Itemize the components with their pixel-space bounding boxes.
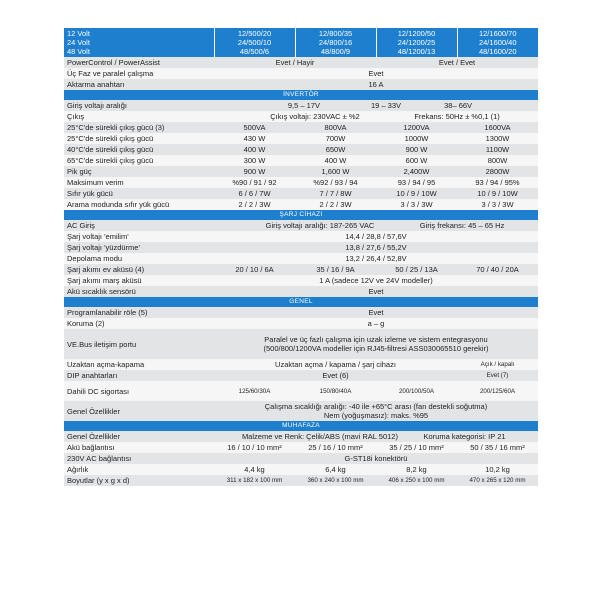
section-title: GENEL <box>64 297 538 307</box>
row-cont-40w <box>64 144 538 155</box>
row-label: 230V AC bağlantısı <box>64 453 214 464</box>
value-cell: 70 / 40 / 20A <box>457 264 538 275</box>
value-cell: 13,2 / 26,4 / 52,8V <box>214 253 538 264</box>
row-label: Programlanabilir röle (5) <box>64 307 214 318</box>
enclosure-protection: Koruma kategorisi: IP 21 <box>423 431 506 441</box>
model-500-12: 12/500/20 <box>237 29 272 38</box>
value-cell: 1200VA <box>376 122 457 133</box>
value-cell: %92 / 93 / 94 <box>295 177 376 188</box>
value-cell: 300 W <box>214 155 295 166</box>
row-vebus <box>64 329 538 359</box>
value-cell: 430 W <box>214 133 295 144</box>
value-cell: 400 W <box>295 155 376 166</box>
row-weight <box>64 464 538 475</box>
row-enclosure-features <box>64 431 538 442</box>
row-absorption <box>64 231 538 242</box>
value-cell: 1000W <box>376 133 457 144</box>
value-cell: 20 / 10 / 6A <box>214 264 295 275</box>
model-800 <box>295 28 376 57</box>
output-voltage: Çıkış voltajı: 230VAC ± %2 <box>270 111 360 121</box>
output-frequency: Frekans: 50Hz ± %0,1 (1) <box>414 111 500 121</box>
row-label: Üç Faz ve paralel çalışma <box>64 68 214 79</box>
value-cell: 50 / 35 / 16 mm² <box>457 442 538 453</box>
enclosure-material: Malzeme ve Renk: Çelik/ABS (mavi RAL 5012) <box>241 431 398 441</box>
row-protection <box>64 318 538 329</box>
model-1600-24: 24/1600/40 <box>478 38 517 47</box>
model-1200-12: 12/1200/50 <box>397 29 436 38</box>
value-cell: 125/60/30A <box>214 381 295 401</box>
model-500-48: 48/500/6 <box>239 47 270 56</box>
value-cell: 6,4 kg <box>295 464 376 475</box>
value-cell: 150/80/40A <box>295 381 376 401</box>
value-cell: 2 / 2 / 3W <box>295 199 376 210</box>
row-starter-battery <box>64 275 538 286</box>
value-cell: 800W <box>457 155 538 166</box>
voltage-48: 48 Volt <box>67 47 90 56</box>
row-label: 25°C'de sürekli çıkış gücü (3) <box>64 122 214 133</box>
row-cont-25w <box>64 133 538 144</box>
value-cell: 93 / 94 / 95 <box>376 177 457 188</box>
features-line-2: Nem (yoğuşmasız): maks. %95 <box>323 411 429 420</box>
row-label: AC Giriş <box>64 220 214 231</box>
row-label: Çıkış <box>64 111 214 122</box>
range-12v: 9,5 – 17V <box>287 100 320 110</box>
row-label: Şarj akımı ev aküsü (4) <box>64 264 214 275</box>
value-cell: 16 A <box>214 79 538 90</box>
value-cell: 10 / 9 / 10W <box>457 188 538 199</box>
value-cell: 1100W <box>457 144 538 155</box>
row-label: Sıfır yük gücü <box>64 188 214 199</box>
value-cell: Evet <box>214 68 538 79</box>
row-label: 65°C'de sürekli çıkış gücü <box>64 155 214 166</box>
value-cell: Uzaktan açma / kapama / şarj cihazı <box>214 359 457 370</box>
row-label: Şarj akımı marş aküsü <box>64 275 214 286</box>
row-label: Genel Özellikler <box>64 431 214 442</box>
row-label: Dahili DC sigortası <box>64 381 214 401</box>
ac-input-frequency: Giriş frekansı: 45 – 65 Hz <box>419 220 505 230</box>
row-dimensions <box>64 475 538 486</box>
value-cell: 360 x 240 x 100 mm <box>295 475 376 486</box>
value-cell: 470 x 265 x 120 mm <box>457 475 538 486</box>
vebus-line-1: Paralel ve üç fazlı çalışma için uzak izleme ve sistem entegrasyonu <box>264 335 488 344</box>
row-label: Pik güç <box>64 166 214 177</box>
value-cell: %90 / 91 / 92 <box>214 177 295 188</box>
model-800-12: 12/800/35 <box>318 29 353 38</box>
section-inverter <box>64 90 538 100</box>
row-input-range <box>64 100 538 111</box>
value-cell: 400 W <box>214 144 295 155</box>
model-1600 <box>457 28 538 57</box>
value-cell: 50 / 25 / 13A <box>376 264 457 275</box>
value-cell: 900 W <box>376 144 457 155</box>
value-cell: Evet <box>214 307 538 318</box>
section-title: ŞARJ CİHAZI <box>64 210 538 220</box>
row-search-mode <box>64 199 538 210</box>
row-label: Arama modunda sıfır yük gücü <box>64 199 214 210</box>
value-cell: 406 x 250 x 100 mm <box>376 475 457 486</box>
value-cell: 1,600 W <box>295 166 376 177</box>
row-label: Aktarma anahtarı <box>64 79 214 90</box>
ac-input-range: Giriş voltajı aralığı: 187-265 VAC <box>265 220 375 230</box>
value-cell: 2800W <box>457 166 538 177</box>
value-cell: 3 / 3 / 3W <box>376 199 457 210</box>
section-charger <box>64 210 538 220</box>
value-cell: 650W <box>295 144 376 155</box>
value-cell: 200/100/50A <box>376 381 457 401</box>
model-800-48: 48/800/9 <box>320 47 351 56</box>
row-relay <box>64 307 538 318</box>
value-cell <box>214 111 538 122</box>
value-cell: G-ST18i konektörü <box>214 453 538 464</box>
row-label: Akü bağlantısı <box>64 442 214 453</box>
model-1600-12: 12/1600/70 <box>478 29 517 38</box>
value-cell <box>214 220 538 231</box>
row-label: Şarj voltajı 'yüzdürme' <box>64 242 214 253</box>
row-storage <box>64 253 538 264</box>
row-label: Maksimum verim <box>64 177 214 188</box>
value-cell: 4,4 kg <box>214 464 295 475</box>
value-cell: 10 / 9 / 10W <box>376 188 457 199</box>
row-label: Koruma (2) <box>64 318 214 329</box>
row-efficiency <box>64 177 538 188</box>
value-cell: 200/125/60A <box>457 381 538 401</box>
row-dip <box>64 370 538 381</box>
row-label: Genel Özellikler <box>64 401 214 421</box>
value-cell: 800VA <box>295 122 376 133</box>
row-cont-65w <box>64 155 538 166</box>
row-float <box>64 242 538 253</box>
value-cell: Evet (6) <box>214 370 457 381</box>
row-label: Ağırlık <box>64 464 214 475</box>
model-header <box>64 28 538 57</box>
row-powercontrol <box>64 57 538 68</box>
value-cell: 35 / 16 / 9A <box>295 264 376 275</box>
row-house-battery <box>64 264 538 275</box>
value-cell: Evet <box>214 286 538 297</box>
row-label: Şarj voltajı 'emilim' <box>64 231 214 242</box>
row-three-phase <box>64 68 538 79</box>
row-ac-input <box>64 220 538 231</box>
section-general <box>64 297 538 307</box>
value-cell: 311 x 182 x 100 mm <box>214 475 295 486</box>
row-transfer-switch <box>64 79 538 90</box>
row-dc-fuse <box>64 381 538 401</box>
spec-table <box>64 57 538 486</box>
row-label: 25°C'de sürekli çıkış gücü <box>64 133 214 144</box>
row-battery-connection <box>64 442 538 453</box>
value-cell: 700W <box>295 133 376 144</box>
value-cell <box>214 431 538 442</box>
row-zero-load <box>64 188 538 199</box>
section-enclosure <box>64 421 538 431</box>
value-cell <box>214 100 538 111</box>
row-remote <box>64 359 538 370</box>
value-cell: 2,400W <box>376 166 457 177</box>
value-cell: 600 W <box>376 155 457 166</box>
value-cell: 900 W <box>214 166 295 177</box>
features-line-1: Çalışma sıcaklığı aralığı: -40 ile +65°C arası (fan destekli soğutma) <box>264 402 488 411</box>
value-cell: Evet / Evet <box>376 57 538 68</box>
value-cell: 14,4 / 28,8 / 57,6V <box>214 231 538 242</box>
value-cell: 25 / 16 / 10 mm² <box>295 442 376 453</box>
value-cell: a – g <box>214 318 538 329</box>
value-cell: 13,8 / 27,6 / 55,2V <box>214 242 538 253</box>
row-peak <box>64 166 538 177</box>
model-1200-24: 24/1200/25 <box>397 38 436 47</box>
row-ac-connection <box>64 453 538 464</box>
section-title: MUHAFAZA <box>64 421 538 431</box>
value-cell <box>214 401 538 421</box>
value-cell: Evet / Hayir <box>214 57 376 68</box>
model-500 <box>214 28 295 57</box>
value-cell: 2 / 2 / 3W <box>214 199 295 210</box>
row-output <box>64 111 538 122</box>
row-temp-sensor <box>64 286 538 297</box>
voltage-24: 24 Volt <box>67 38 90 47</box>
value-cell: 35 / 25 / 10 mm² <box>376 442 457 453</box>
value-cell: 3 / 3 / 3W <box>457 199 538 210</box>
value-cell: 6 / 6 / 7W <box>214 188 295 199</box>
model-1200 <box>376 28 457 57</box>
row-cont-va <box>64 122 538 133</box>
value-cell: 1300W <box>457 133 538 144</box>
spec-sheet <box>64 28 538 486</box>
model-1600-48: 48/1600/20 <box>478 47 517 56</box>
voltage-12: 12 Volt <box>67 29 90 38</box>
model-1200-48: 48/1200/13 <box>397 47 436 56</box>
vebus-line-2: (500/800/1200VA modeller için RJ45-filtresi ASS030065510 gerekir) <box>263 344 489 353</box>
row-general-features <box>64 401 538 421</box>
range-48v: 38– 66V <box>444 100 473 110</box>
row-label: Boyutlar (y x g x d) <box>64 475 214 486</box>
voltage-list <box>64 28 214 57</box>
value-cell: 16 / 10 / 10 mm² <box>214 442 295 453</box>
model-500-24: 24/500/10 <box>237 38 272 47</box>
value-cell: 1600VA <box>457 122 538 133</box>
value-cell: 500VA <box>214 122 295 133</box>
row-label: Akü sıcaklık sensörü <box>64 286 214 297</box>
value-cell: Açık / kapalı <box>457 359 538 370</box>
value-cell: Evet (7) <box>457 370 538 381</box>
value-cell: 7 / 7 / 8W <box>295 188 376 199</box>
range-24v: 19 – 33V <box>370 100 402 110</box>
value-cell: 93 / 94 / 95% <box>457 177 538 188</box>
row-label: VE.Bus iletişim portu <box>64 329 214 359</box>
row-label: Giriş voltajı aralığı <box>64 100 214 111</box>
section-title: İNVERTÖR <box>64 90 538 100</box>
value-cell: 10,2 kg <box>457 464 538 475</box>
value-cell: 8,2 kg <box>376 464 457 475</box>
row-label: PowerControl / PowerAssist <box>64 57 214 68</box>
row-label: 40°C'de sürekli çıkış gücü <box>64 144 214 155</box>
row-label: Depolama modu <box>64 253 214 264</box>
row-label: Uzaktan açma-kapama <box>64 359 214 370</box>
model-800-24: 24/800/16 <box>318 38 353 47</box>
value-cell <box>214 329 538 359</box>
row-label: DIP anahtarları <box>64 370 214 381</box>
value-cell: 1 A (sadece 12V ve 24V modeller) <box>214 275 538 286</box>
